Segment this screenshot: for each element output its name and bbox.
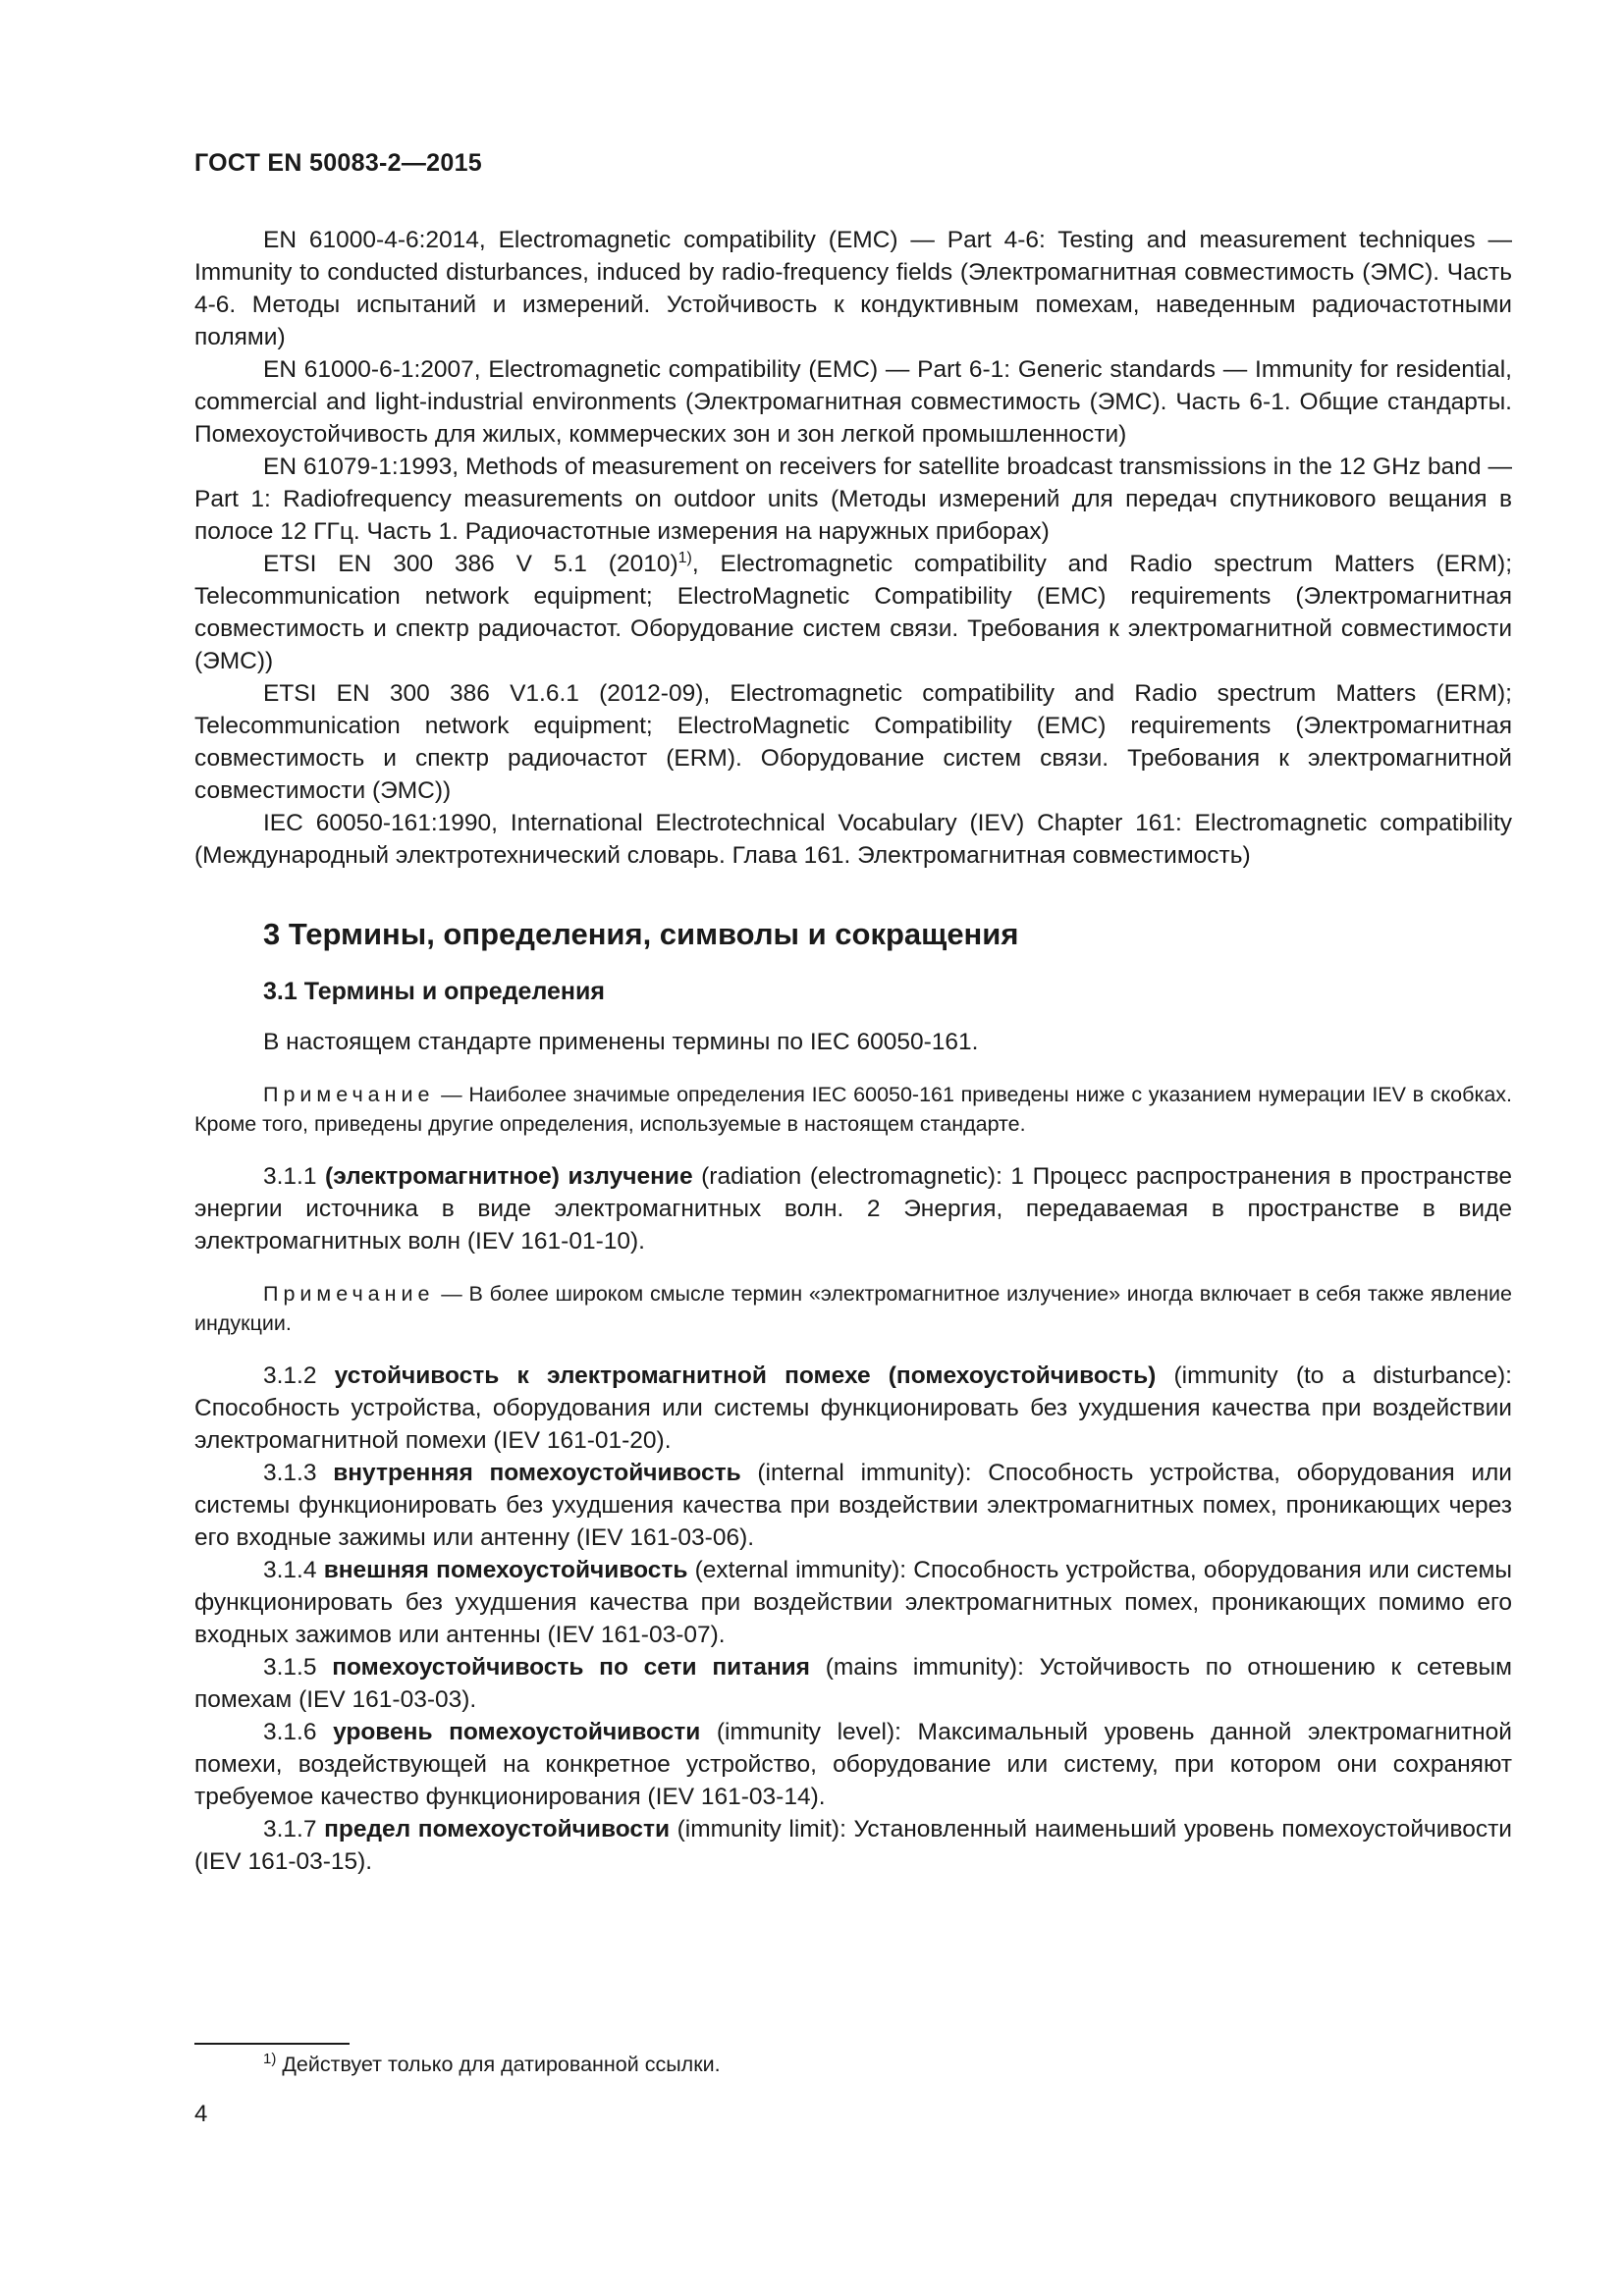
term-definition bbox=[194, 1360, 1512, 1457]
note-label: Примечание bbox=[263, 1282, 435, 1306]
term-number: 3.1.6 bbox=[263, 1719, 334, 1745]
reference-item: EN 61079-1:1993, Methods of measurement on receivers for satellite broadcast transmissions in the 12 GHz band — Part 1: Radiofrequency measurements on outdoor units (Методы измерений для передач спутникового вещания в полосе 12 ГГц. Часть 1. Радиочастотные измерения на наружных приборах) bbox=[194, 454, 1512, 545]
term-number: 3.1.4 bbox=[263, 1557, 324, 1583]
subsection-title: 3.1 Термины и определения bbox=[263, 978, 605, 1005]
term-text: (internal immunity): Способность устройства, оборудования или системы функционировать без ухудшения качества при воздействии электромагнитных помех, проникающих через его входные зажимы или антенну (IEV 161-03-06). bbox=[194, 1460, 1512, 1551]
term-name: устойчивость к электромагнитной помехе (помехоустойчивость) bbox=[334, 1362, 1157, 1389]
term-text: (immunity level): Максимальный уровень данной электромагнитной помехи, воздействующей на конкретное устройство, оборудование или систему, при котором они сохраняют требуемое качество функционирования (IEV 161-03-14). bbox=[194, 1719, 1512, 1810]
term-name: (электромагнитное) излучение bbox=[325, 1163, 693, 1190]
footnote-marker: 1) bbox=[263, 2050, 277, 2067]
note-label: Примечание bbox=[263, 1083, 435, 1106]
section-title: 3 Термины, определения, символы и сокращения bbox=[263, 917, 1019, 951]
note-text: — В более широком смысле термин «электромагнитное излучение» иногда включает в себя также явление индукции. bbox=[194, 1282, 1512, 1335]
term-list bbox=[194, 1360, 1512, 1878]
term-text: (radiation (electromagnetic): 1 Процесс распространения в пространстве энергии источника в виде электромагнитных волн. 2 Энергия, передаваемая в пространстве в виде электромагнитных волн (IEV 161-01-10). bbox=[194, 1163, 1513, 1255]
term-name: уровень помехоустойчивости bbox=[333, 1719, 701, 1745]
term-definition bbox=[194, 1554, 1512, 1651]
term-number: 3.1.3 bbox=[263, 1460, 334, 1486]
reference-item bbox=[194, 548, 1512, 677]
note-paragraph bbox=[194, 1279, 1512, 1338]
footnote-marker[interactable]: 1) bbox=[677, 549, 692, 566]
normative-references bbox=[194, 224, 1512, 872]
document-header: ГОСТ EN 50083-2—2015 bbox=[194, 149, 482, 177]
intro-paragraph: В настоящем стандарте применены термины по IEC 60050-161. bbox=[263, 1029, 979, 1055]
term-text: (external immunity): Способность устройства, оборудования или системы функционировать без ухудшения качества при воздействии электромагнитных помех, проникающих помимо его входных зажимов или антенны (IEV 161-03-07). bbox=[194, 1557, 1512, 1648]
note-paragraph bbox=[194, 1080, 1512, 1139]
document-page bbox=[194, 0, 1512, 2296]
term-text: (immunity limit): Установленный наименьший уровень помехоустойчивости (IEV 161-03-15). bbox=[194, 1816, 1512, 1875]
term-definition bbox=[194, 1651, 1512, 1716]
term-name: внутренняя помехоустойчивость bbox=[333, 1460, 741, 1486]
term-name: предел помехоустойчивости bbox=[324, 1816, 671, 1842]
reference-text: , Electromagnetic compatibility and Radio spectrum Matters (ERM); Telecommunication network equipment; ElectroMagnetic Compatibility (EMC) requirements (Электромагнитная совместимость и спектр радиочастот. Оборудование систем связи. Требования к электромагнитной совместимости (ЭМС)) bbox=[194, 551, 1512, 674]
term-definition bbox=[194, 1813, 1512, 1878]
term-definition bbox=[194, 1457, 1512, 1554]
term-number: 3.1.5 bbox=[263, 1654, 333, 1681]
note-text: — Наиболее значимые определения IEC 60050-161 приведены ниже с указанием нумерации IEV в скобках. Кроме того, приведены другие определения, используемые в настоящем стандарте. bbox=[194, 1083, 1512, 1136]
reference-item: IEC 60050-161:1990, International Electrotechnical Vocabulary (IEV) Chapter 161: Electromagnetic compatibility (Международный электротехнический словарь. Глава 161. Электромагнитная совместимость) bbox=[194, 810, 1512, 869]
footnote bbox=[263, 2050, 721, 2079]
reference-text: ETSI EN 300 386 V 5.1 (2010) bbox=[263, 551, 678, 577]
term-name: внешняя помехоустойчивость bbox=[323, 1557, 688, 1583]
term-definition bbox=[194, 1716, 1512, 1813]
term-text: (mains immunity): Устойчивость по отношению к сетевым помехам (IEV 161-03-03). bbox=[194, 1654, 1512, 1713]
document-body bbox=[194, 224, 1512, 1878]
term-name: помехоустойчивость по сети питания bbox=[332, 1654, 810, 1681]
reference-item: ETSI EN 300 386 V1.6.1 (2012-09), Electromagnetic compatibility and Radio spectrum Matters (ERM); Telecommunication network equipment; ElectroMagnetic Compatibility (EMC) requirements (Электромагнитная совместимость и спектр радиочастот (ERM). Оборудование систем связи. Требования к электромагнитной совместимости (ЭМС)) bbox=[194, 680, 1512, 804]
term-number: 3.1.2 bbox=[263, 1362, 335, 1389]
term-definition bbox=[194, 1160, 1512, 1257]
term-number: 3.1.7 bbox=[263, 1816, 325, 1842]
footnote-text: Действует только для датированной ссылки. bbox=[276, 2053, 721, 2076]
reference-item: EN 61000-4-6:2014, Electromagnetic compatibility (EMC) — Part 4-6: Testing and measurement techniques — Immunity to conducted disturbances, induced by radio-frequency fields (Электромагнитная совместимость (ЭМС). Часть 4-6. Методы испытаний и измерений. Устойчивость к кондуктивным помехам, наведенным радиочастотными полями) bbox=[194, 227, 1512, 350]
page-number: 4 bbox=[194, 2101, 208, 2127]
term-text: (immunity (to a disturbance): Способность устройства, оборудования или системы функционировать без ухудшения качества при воздействии электромагнитной помехи (IEV 161-01-20). bbox=[194, 1362, 1512, 1454]
footnote-divider bbox=[194, 2043, 350, 2045]
reference-item: EN 61000-6-1:2007, Electromagnetic compatibility (EMC) — Part 6-1: Generic standards — Immunity for residential, commercial and light-industrial environments (Электромагнитная совместимость (ЭМС). Часть 6-1. Общие стандарты. Помехоустойчивость для жилых, коммерческих зон и зон легкой промышленности) bbox=[194, 356, 1512, 448]
term-number: 3.1.1 bbox=[263, 1163, 326, 1190]
